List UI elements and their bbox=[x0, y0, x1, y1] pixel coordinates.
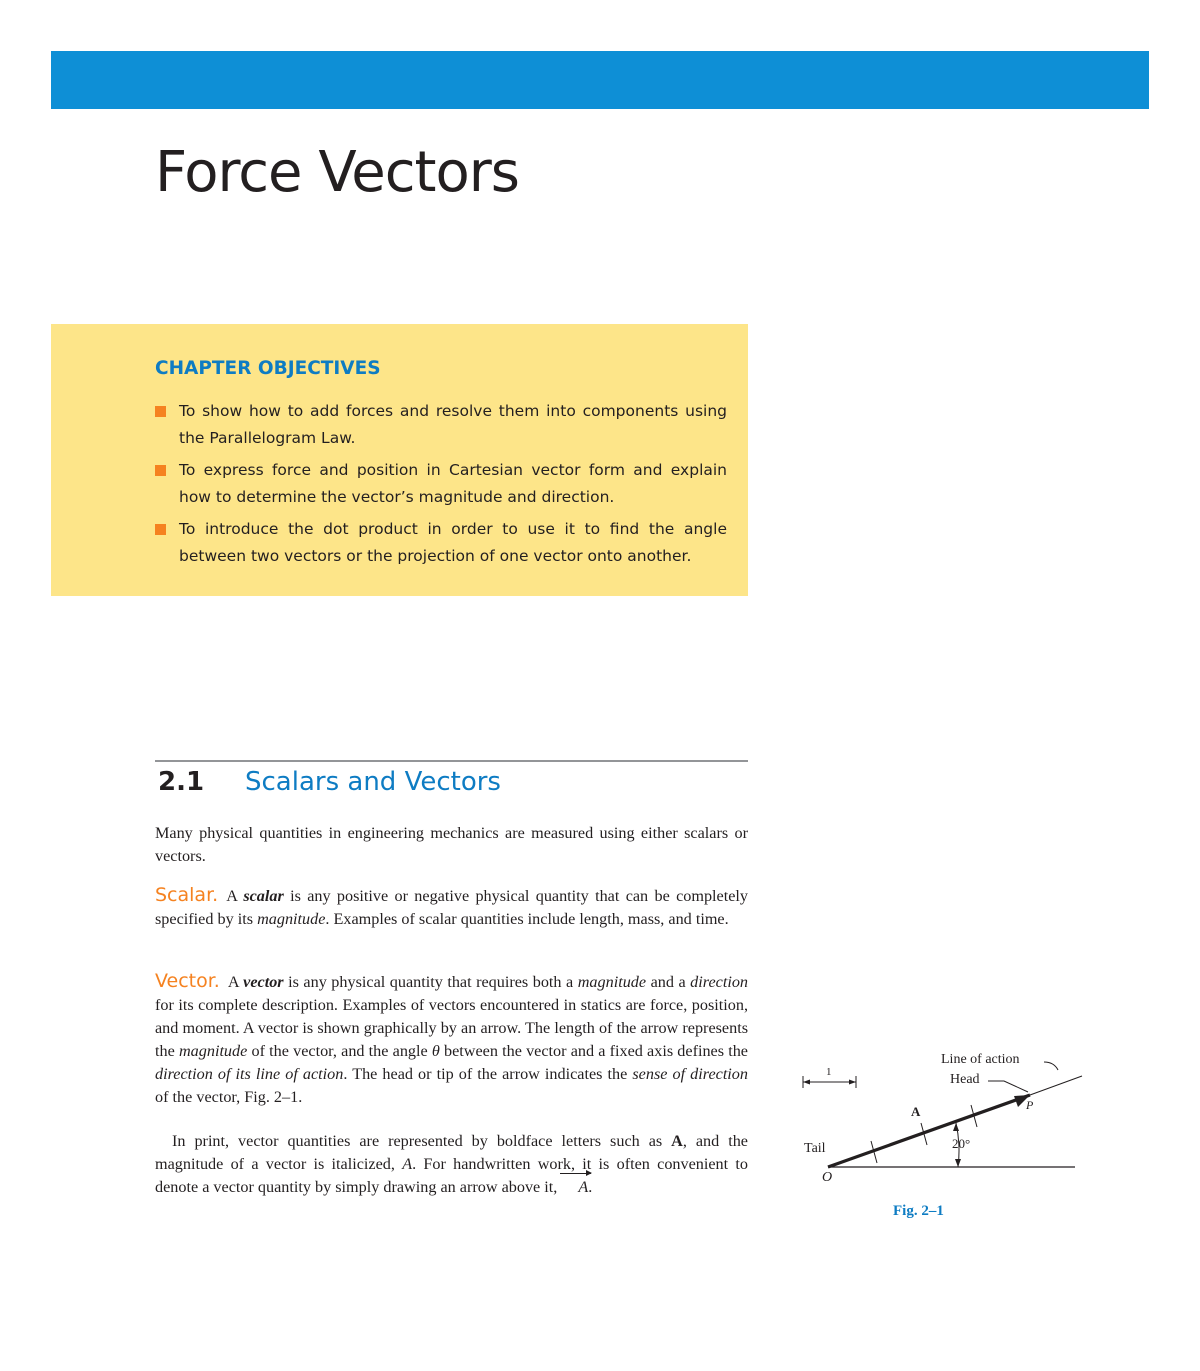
intro-paragraph: Many physical quantities in engineering mechanics are measured using either scalars or vectors. bbox=[155, 824, 748, 865]
section-number: 2.1 bbox=[158, 767, 205, 797]
head-label: Head bbox=[950, 1072, 980, 1087]
tail-label: Tail bbox=[804, 1141, 826, 1156]
leader-line bbox=[988, 1081, 1028, 1092]
scale-label: 1 bbox=[826, 1066, 832, 1078]
objective-item bbox=[155, 457, 727, 511]
line-of-action bbox=[1030, 1076, 1082, 1095]
origin-label: O bbox=[822, 1170, 833, 1185]
figure-2-1 bbox=[790, 1040, 1100, 1240]
chapter-objectives-box bbox=[51, 324, 748, 596]
objective-text: To show how to add forces and resolve them into components using the Parallelogram Law. bbox=[179, 402, 727, 447]
objectives-heading: CHAPTER OBJECTIVES bbox=[155, 358, 381, 379]
square-bullet-icon bbox=[155, 524, 166, 535]
objective-item bbox=[155, 398, 727, 452]
scale-arrow-icon bbox=[803, 1080, 810, 1085]
square-bullet-icon bbox=[155, 465, 166, 476]
objectives-list bbox=[155, 398, 727, 575]
vector-arrow-notation: A bbox=[561, 1176, 588, 1199]
chapter-header-bar bbox=[51, 51, 1149, 109]
vector-label: A bbox=[911, 1104, 921, 1119]
vector-heading: Vector. bbox=[155, 970, 220, 992]
vector-paragraph: Vector. A vector is any physical quantity that requires both a magnitude and a direction for its complete description. Examples of vectors encountered in statics are force, position, and moment. A vector is shown graphically by an arrow. The length of the arrow represents the magnitude of the vector, and the angle θ between the vector and a fixed axis defines the direction of its line of action. The head or tip of the arrow indicates the sense of direction of the vector, Fig. 2–1. bbox=[155, 970, 749, 1106]
scalar-heading: Scalar. bbox=[155, 884, 219, 906]
scalar-paragraph: Scalar. A scalar is any positive or negative physical quantity that can be completely specified by its magnitude. Examples of scalar quantities include length, mass, and time. bbox=[155, 884, 748, 928]
objective-item bbox=[155, 516, 727, 570]
leader-line bbox=[1044, 1062, 1058, 1070]
line-of-action-label: Line of action bbox=[941, 1052, 1020, 1067]
chapter-title: Force Vectors bbox=[155, 140, 519, 205]
section-divider bbox=[155, 760, 748, 762]
section-title: Scalars and Vectors bbox=[245, 767, 501, 797]
angle-arrow-icon bbox=[953, 1123, 959, 1131]
square-bullet-icon bbox=[155, 406, 166, 417]
scale-arrow-icon bbox=[849, 1080, 856, 1085]
angle-arrow-icon bbox=[955, 1159, 961, 1167]
vector-arrow-shaft bbox=[828, 1095, 1030, 1167]
figure-caption: Fig. 2–1 bbox=[893, 1203, 944, 1219]
print-notation-paragraph: In print, vector quantities are represented by boldface letters such as A, and the magnitude of a vector is italicized, A. For handwritten work, it is often convenient to denote a vector quantity by simply drawing an arrow above it, A. bbox=[155, 1130, 748, 1199]
objective-text: To express force and position in Cartesian vector form and explain how to determine the vector’s magnitude and direction. bbox=[179, 461, 727, 506]
objective-text: To introduce the dot product in order to use it to find the angle between two vectors or the projection of one vector onto another. bbox=[179, 520, 727, 565]
point-label: P bbox=[1026, 1098, 1034, 1112]
angle-label: 20° bbox=[952, 1136, 971, 1151]
vector-diagram bbox=[790, 1040, 1100, 1240]
